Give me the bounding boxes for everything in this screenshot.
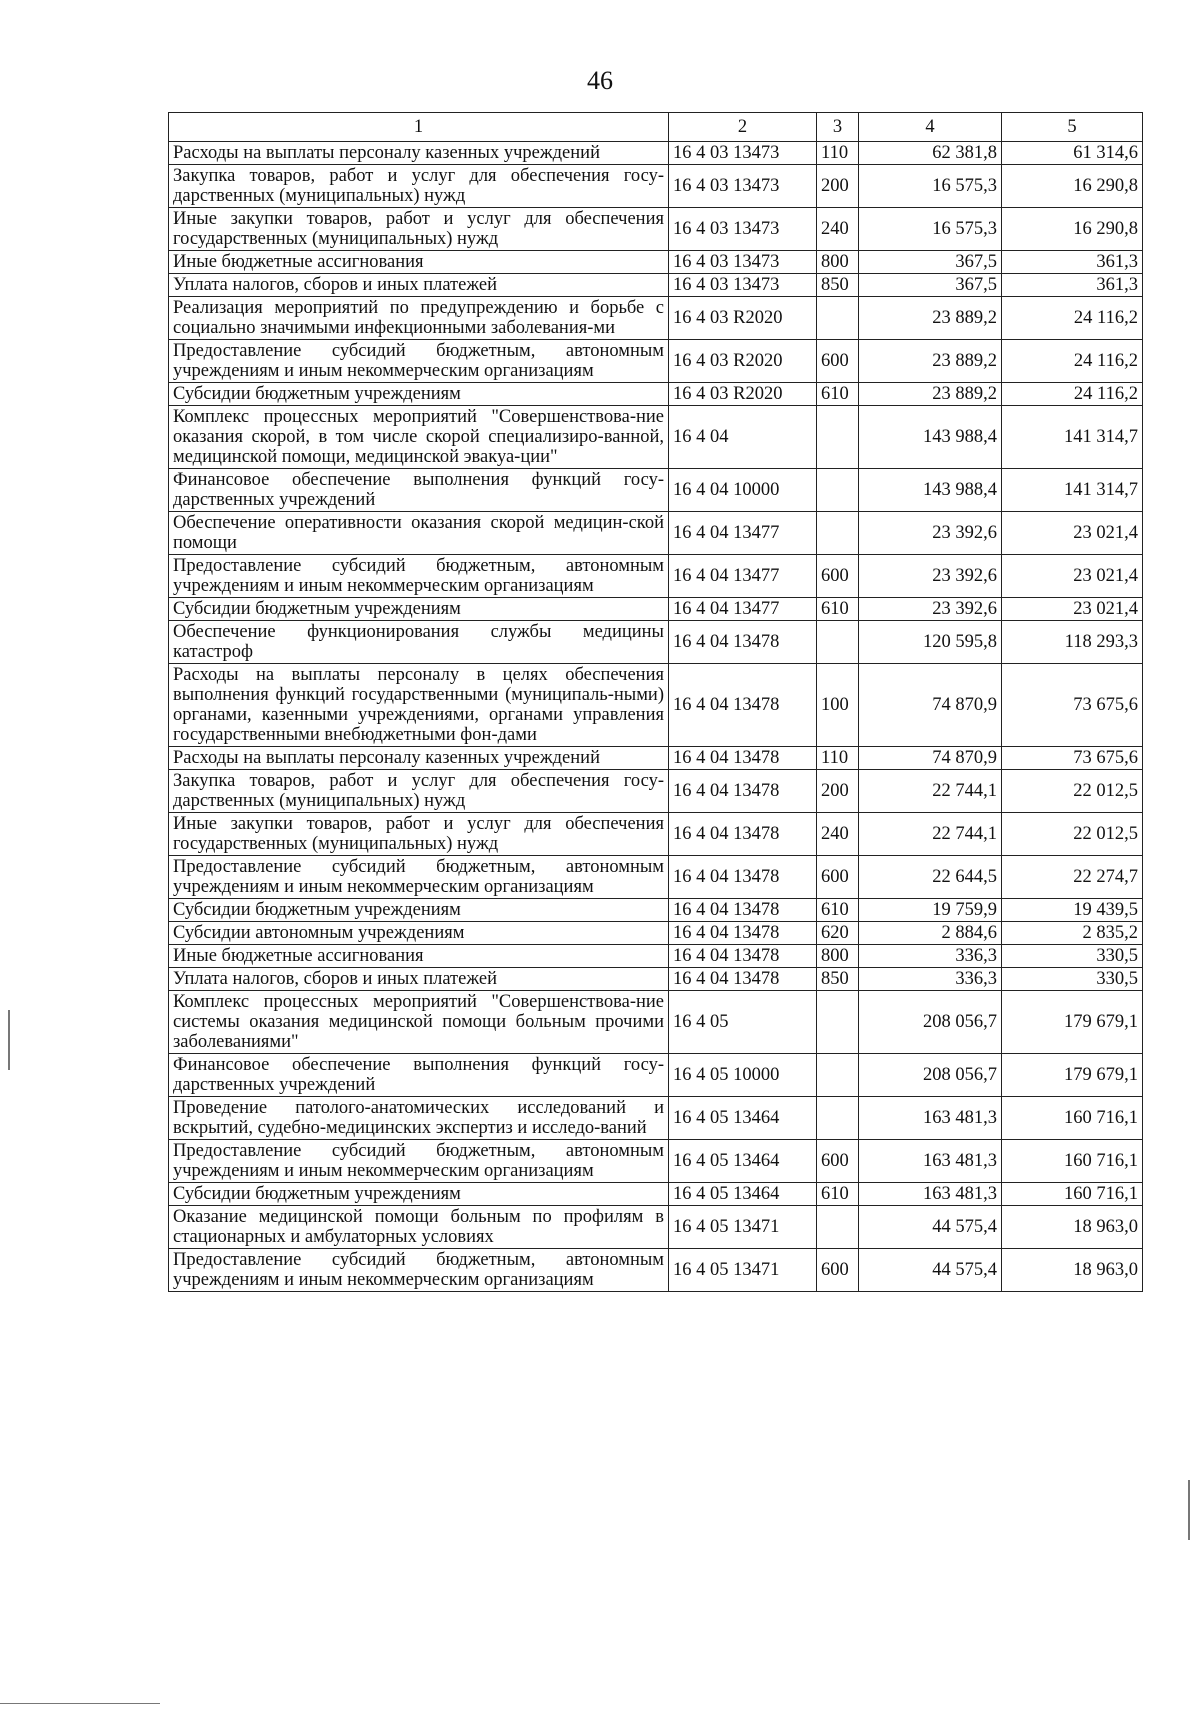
row-type-cell: 800 (817, 251, 859, 274)
table-row (169, 555, 1143, 598)
row-value-col4-cell: 22 744,1 (859, 813, 1002, 856)
row-value-col4-cell: 23 889,2 (859, 297, 1002, 340)
row-code-cell: 16 4 04 13478 (669, 621, 817, 664)
page-number: 46 (587, 66, 613, 95)
row-name-cell: Субсидии бюджетным учреждениям (169, 899, 669, 922)
row-name-cell: Иные закупки товаров, работ и услуг для обеспечения государственных (муниципальных) нужд (169, 813, 669, 856)
row-type-cell (817, 406, 859, 469)
row-value-col4-cell: 22 744,1 (859, 770, 1002, 813)
table-row (169, 945, 1143, 968)
row-value-col4-cell: 367,5 (859, 251, 1002, 274)
row-name-cell: Расходы на выплаты персоналу казенных учреждений (169, 142, 669, 165)
row-code-cell: 16 4 03 13473 (669, 165, 817, 208)
row-type-cell: 620 (817, 922, 859, 945)
row-name-cell: Финансовое обеспечение выполнения функций госу-дарственных учреждений (169, 469, 669, 512)
row-name-cell: Предоставление субсидий бюджетным, автономным учреждениям и иным некоммерческим организациям (169, 1140, 669, 1183)
row-type-cell: 610 (817, 899, 859, 922)
row-type-cell: 610 (817, 1183, 859, 1206)
row-value-col4-cell: 163 481,3 (859, 1097, 1002, 1140)
table-row (169, 383, 1143, 406)
row-value-col4-cell: 336,3 (859, 945, 1002, 968)
row-value-col5-cell: 179 679,1 (1002, 991, 1143, 1054)
table-row (169, 1054, 1143, 1097)
row-name-cell: Субсидии автономным учреждениям (169, 922, 669, 945)
row-code-cell: 16 4 04 13477 (669, 512, 817, 555)
table-row (169, 340, 1143, 383)
row-code-cell: 16 4 04 13478 (669, 922, 817, 945)
row-value-col5-cell: 18 963,0 (1002, 1249, 1143, 1292)
row-value-col4-cell: 143 988,4 (859, 406, 1002, 469)
row-type-cell: 600 (817, 1140, 859, 1183)
row-value-col5-cell: 19 439,5 (1002, 899, 1143, 922)
row-type-cell: 610 (817, 383, 859, 406)
row-code-cell: 16 4 05 13471 (669, 1206, 817, 1249)
row-name-cell: Субсидии бюджетным учреждениям (169, 1183, 669, 1206)
row-name-cell: Оказание медицинской помощи больным по профилям в стационарных и амбулаторных условиях (169, 1206, 669, 1249)
row-value-col4-cell: 74 870,9 (859, 664, 1002, 747)
row-name-cell: Закупка товаров, работ и услуг для обеспечения госу-дарственных (муниципальных) нужд (169, 165, 669, 208)
row-type-cell: 240 (817, 208, 859, 251)
row-type-cell: 850 (817, 968, 859, 991)
row-value-col4-cell: 44 575,4 (859, 1206, 1002, 1249)
row-type-cell (817, 1206, 859, 1249)
table-row (169, 251, 1143, 274)
row-value-col4-cell: 44 575,4 (859, 1249, 1002, 1292)
row-name-cell: Предоставление субсидий бюджетным, автономным учреждениям и иным некоммерческим организациям (169, 555, 669, 598)
row-value-col5-cell: 73 675,6 (1002, 747, 1143, 770)
row-value-col4-cell: 22 644,5 (859, 856, 1002, 899)
table-row (169, 856, 1143, 899)
header-cell: 5 (1002, 113, 1143, 142)
row-name-cell: Уплата налогов, сборов и иных платежей (169, 968, 669, 991)
row-value-col5-cell: 2 835,2 (1002, 922, 1143, 945)
row-type-cell: 600 (817, 555, 859, 598)
row-value-col5-cell: 22 274,7 (1002, 856, 1143, 899)
row-value-col5-cell: 24 116,2 (1002, 340, 1143, 383)
row-code-cell: 16 4 03 13473 (669, 274, 817, 297)
row-value-col4-cell: 336,3 (859, 968, 1002, 991)
table-row (169, 598, 1143, 621)
row-name-cell: Предоставление субсидий бюджетным, автономным учреждениям и иным некоммерческим организациям (169, 340, 669, 383)
table-row (169, 165, 1143, 208)
row-value-col4-cell: 163 481,3 (859, 1140, 1002, 1183)
table-row (169, 1140, 1143, 1183)
row-type-cell: 800 (817, 945, 859, 968)
row-value-col5-cell: 73 675,6 (1002, 664, 1143, 747)
table-row (169, 664, 1143, 747)
table-row (169, 208, 1143, 251)
row-type-cell: 610 (817, 598, 859, 621)
scan-artifact (0, 1703, 160, 1704)
budget-table (168, 112, 1143, 1292)
table-row (169, 770, 1143, 813)
row-code-cell: 16 4 04 13478 (669, 899, 817, 922)
row-name-cell: Субсидии бюджетным учреждениям (169, 383, 669, 406)
row-code-cell: 16 4 05 (669, 991, 817, 1054)
row-type-cell: 240 (817, 813, 859, 856)
row-value-col5-cell: 61 314,6 (1002, 142, 1143, 165)
row-code-cell: 16 4 04 13477 (669, 555, 817, 598)
row-value-col4-cell: 16 575,3 (859, 165, 1002, 208)
row-value-col4-cell: 23 889,2 (859, 383, 1002, 406)
row-value-col5-cell: 330,5 (1002, 945, 1143, 968)
row-name-cell: Иные закупки товаров, работ и услуг для обеспечения государственных (муниципальных) нужд (169, 208, 669, 251)
row-value-col5-cell: 23 021,4 (1002, 512, 1143, 555)
table-row (169, 297, 1143, 340)
row-value-col4-cell: 23 889,2 (859, 340, 1002, 383)
row-code-cell: 16 4 03 R2020 (669, 297, 817, 340)
row-name-cell: Реализация мероприятий по предупреждению и борьбе с социально значимыми инфекционными заболевания-ми (169, 297, 669, 340)
table-row (169, 899, 1143, 922)
row-value-col4-cell: 74 870,9 (859, 747, 1002, 770)
row-code-cell: 16 4 04 13478 (669, 968, 817, 991)
row-code-cell: 16 4 03 13473 (669, 208, 817, 251)
row-value-col5-cell: 361,3 (1002, 274, 1143, 297)
row-type-cell (817, 1054, 859, 1097)
row-type-cell: 110 (817, 747, 859, 770)
table-row (169, 406, 1143, 469)
row-name-cell: Иные бюджетные ассигнования (169, 945, 669, 968)
row-value-col5-cell: 160 716,1 (1002, 1183, 1143, 1206)
row-code-cell: 16 4 04 13477 (669, 598, 817, 621)
row-name-cell: Субсидии бюджетным учреждениям (169, 598, 669, 621)
row-code-cell: 16 4 05 13464 (669, 1140, 817, 1183)
row-code-cell: 16 4 04 13478 (669, 747, 817, 770)
row-value-col4-cell: 23 392,6 (859, 555, 1002, 598)
header-cell: 3 (817, 113, 859, 142)
row-value-col4-cell: 23 392,6 (859, 512, 1002, 555)
row-code-cell: 16 4 05 13471 (669, 1249, 817, 1292)
row-value-col5-cell: 16 290,8 (1002, 208, 1143, 251)
row-value-col5-cell: 22 012,5 (1002, 813, 1143, 856)
row-value-col5-cell: 330,5 (1002, 968, 1143, 991)
row-value-col5-cell: 22 012,5 (1002, 770, 1143, 813)
row-code-cell: 16 4 03 R2020 (669, 383, 817, 406)
table-row (169, 621, 1143, 664)
row-type-cell: 110 (817, 142, 859, 165)
table-row (169, 991, 1143, 1054)
row-type-cell: 600 (817, 1249, 859, 1292)
row-value-col4-cell: 163 481,3 (859, 1183, 1002, 1206)
row-name-cell: Предоставление субсидий бюджетным, автономным учреждениям и иным некоммерческим организациям (169, 1249, 669, 1292)
row-type-cell: 850 (817, 274, 859, 297)
table-row (169, 469, 1143, 512)
row-name-cell: Комплекс процессных мероприятий "Совершенствова-ние системы оказания медицинской помощи больным прочими заболеваниями" (169, 991, 669, 1054)
scan-artifact (8, 1010, 10, 1070)
row-type-cell: 200 (817, 770, 859, 813)
row-code-cell: 16 4 03 R2020 (669, 340, 817, 383)
row-value-col5-cell: 23 021,4 (1002, 555, 1143, 598)
row-type-cell (817, 297, 859, 340)
row-type-cell (817, 621, 859, 664)
row-code-cell: 16 4 04 10000 (669, 469, 817, 512)
table-row (169, 813, 1143, 856)
row-value-col5-cell: 361,3 (1002, 251, 1143, 274)
row-type-cell (817, 469, 859, 512)
row-name-cell: Обеспечение функционирования службы медицины катастроф (169, 621, 669, 664)
row-value-col5-cell: 179 679,1 (1002, 1054, 1143, 1097)
row-value-col4-cell: 2 884,6 (859, 922, 1002, 945)
row-code-cell: 16 4 04 13478 (669, 813, 817, 856)
row-code-cell: 16 4 03 13473 (669, 251, 817, 274)
row-value-col5-cell: 24 116,2 (1002, 297, 1143, 340)
row-value-col4-cell: 120 595,8 (859, 621, 1002, 664)
header-row (169, 113, 1143, 142)
row-code-cell: 16 4 04 13478 (669, 770, 817, 813)
row-code-cell: 16 4 03 13473 (669, 142, 817, 165)
row-value-col4-cell: 16 575,3 (859, 208, 1002, 251)
row-value-col4-cell: 208 056,7 (859, 1054, 1002, 1097)
row-value-col4-cell: 367,5 (859, 274, 1002, 297)
row-value-col5-cell: 160 716,1 (1002, 1097, 1143, 1140)
row-code-cell: 16 4 05 10000 (669, 1054, 817, 1097)
row-name-cell: Комплекс процессных мероприятий "Совершенствова-ние оказания скорой, в том числе скорой специализиро-ванной, медицинской помощи, медицинской эвакуа-ции" (169, 406, 669, 469)
row-name-cell: Проведение патолого-анатомических исследований и вскрытий, судебно-медицинских экспертиз и исследо-ваний (169, 1097, 669, 1140)
table-row (169, 1183, 1143, 1206)
header-cell: 1 (169, 113, 669, 142)
row-value-col5-cell: 141 314,7 (1002, 469, 1143, 512)
row-name-cell: Уплата налогов, сборов и иных платежей (169, 274, 669, 297)
table-row (169, 1097, 1143, 1140)
row-value-col5-cell: 18 963,0 (1002, 1206, 1143, 1249)
row-value-col5-cell: 23 021,4 (1002, 598, 1143, 621)
row-code-cell: 16 4 04 13478 (669, 856, 817, 899)
row-name-cell: Расходы на выплаты персоналу казенных учреждений (169, 747, 669, 770)
row-type-cell: 600 (817, 856, 859, 899)
table-row (169, 922, 1143, 945)
row-type-cell: 100 (817, 664, 859, 747)
table-row (169, 512, 1143, 555)
table-row (169, 142, 1143, 165)
scan-artifact (1188, 1480, 1190, 1540)
header-cell: 2 (669, 113, 817, 142)
row-name-cell: Расходы на выплаты персоналу в целях обеспечения выполнения функций государственными (муниципаль-ными) органами, казенными учреждениями, органами управления государственными внебюджетными фон-дами (169, 664, 669, 747)
row-type-cell: 600 (817, 340, 859, 383)
row-value-col5-cell: 24 116,2 (1002, 383, 1143, 406)
table-row (169, 747, 1143, 770)
row-name-cell: Закупка товаров, работ и услуг для обеспечения госу-дарственных (муниципальных) нужд (169, 770, 669, 813)
table-row (169, 274, 1143, 297)
header-cell: 4 (859, 113, 1002, 142)
row-code-cell: 16 4 05 13464 (669, 1097, 817, 1140)
row-value-col5-cell: 16 290,8 (1002, 165, 1143, 208)
row-type-cell (817, 512, 859, 555)
row-code-cell: 16 4 04 13478 (669, 945, 817, 968)
table-row (169, 968, 1143, 991)
row-type-cell (817, 1097, 859, 1140)
row-value-col5-cell: 118 293,3 (1002, 621, 1143, 664)
table-row (169, 1249, 1143, 1292)
row-name-cell: Обеспечение оперативности оказания скорой медицин-ской помощи (169, 512, 669, 555)
row-type-cell (817, 991, 859, 1054)
row-value-col4-cell: 62 381,8 (859, 142, 1002, 165)
row-value-col4-cell: 23 392,6 (859, 598, 1002, 621)
row-value-col4-cell: 19 759,9 (859, 899, 1002, 922)
row-name-cell: Финансовое обеспечение выполнения функций госу-дарственных учреждений (169, 1054, 669, 1097)
row-type-cell: 200 (817, 165, 859, 208)
row-code-cell: 16 4 05 13464 (669, 1183, 817, 1206)
row-value-col4-cell: 208 056,7 (859, 991, 1002, 1054)
row-value-col5-cell: 160 716,1 (1002, 1140, 1143, 1183)
row-value-col4-cell: 143 988,4 (859, 469, 1002, 512)
row-name-cell: Предоставление субсидий бюджетным, автономным учреждениям и иным некоммерческим организациям (169, 856, 669, 899)
table-row (169, 1206, 1143, 1249)
row-code-cell: 16 4 04 13478 (669, 664, 817, 747)
row-value-col5-cell: 141 314,7 (1002, 406, 1143, 469)
row-code-cell: 16 4 04 (669, 406, 817, 469)
row-name-cell: Иные бюджетные ассигнования (169, 251, 669, 274)
